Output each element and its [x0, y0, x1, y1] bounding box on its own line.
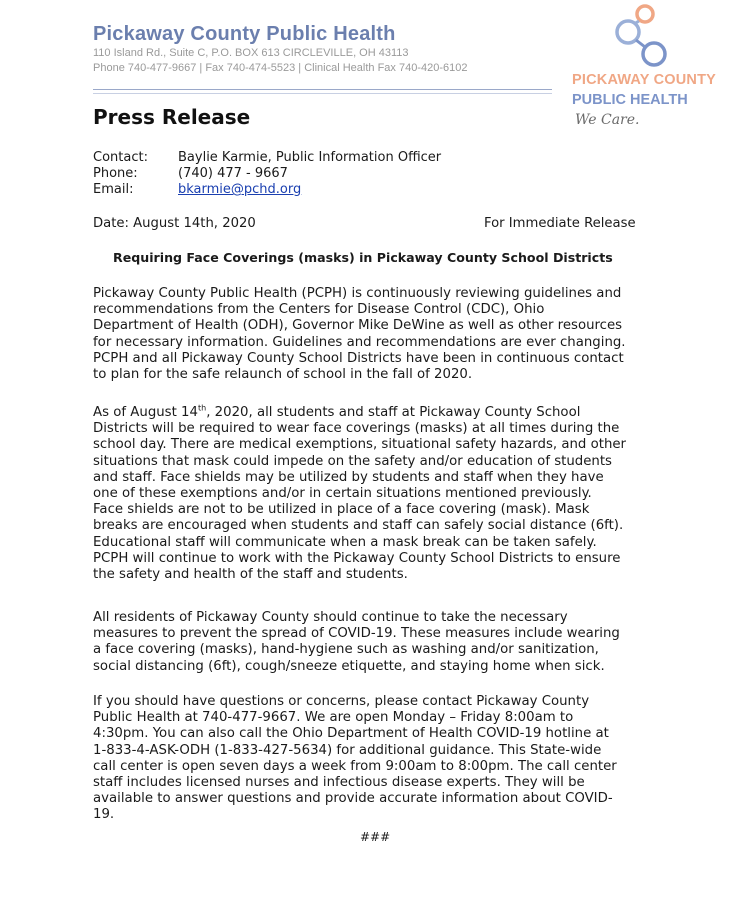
text-line: for necessary information. Guidelines and recommendations are ever changing.	[93, 334, 626, 350]
text-line: a face covering (masks), hand-hygiene such as washing and/or sanitization,	[93, 642, 599, 658]
text-line: Public Health at 740-477-9667. We are open Monday – Friday 8:00am to	[93, 710, 574, 726]
ordinal-suffix: th	[197, 403, 207, 413]
phone-label: Phone:	[93, 166, 138, 181]
press-release-heading: Requiring Face Coverings (masks) in Pickaway County School Districts	[113, 250, 613, 265]
text-line: PCPH and all Pickaway County School Districts have been in continuous contact	[93, 350, 624, 366]
text-line: Educational staff will communicate when a mask break can be taken safely.	[93, 534, 597, 550]
address-line: 110 Island Rd., Suite C, P.O. BOX 613 CIRCLEVILLE, OH 43113	[93, 47, 409, 59]
text-line: breaks are encouraged when students and staff can safely social distance (6ft).	[93, 518, 624, 534]
contact-block	[93, 150, 441, 198]
text-line: one of these exemptions and/or in certain situations mentioned previously.	[93, 486, 592, 502]
logo-tagline: We Care.	[575, 112, 640, 128]
text-line: school day. There are medical exemptions, situational safety hazards, and other	[93, 437, 627, 453]
text-line: Districts will be required to wear face coverings (masks) at all times during the	[93, 421, 620, 437]
text-line: All residents of Pickaway County should continue to take the necessary	[93, 610, 568, 625]
email-label: Email:	[93, 182, 134, 197]
text-fragment: , 2020, all students and staff at Pickaway County School	[206, 405, 581, 420]
document-title: Press Release	[93, 105, 251, 129]
phone-fax-line: Phone 740-477-9667 | Fax 740-474-5523 | Clinical Health Fax 740-420-6102	[93, 62, 468, 74]
text-line: PCPH will continue to work with the Pickaway County School Districts to ensure	[93, 550, 621, 566]
text-line: measures to prevent the spread of COVID-19. These measures include wearing	[93, 626, 620, 642]
text-line: 1-833-4-ASK-ODH (1-833-427-5634) for additional guidance. This State-wide	[93, 742, 602, 758]
text-line	[93, 405, 658, 421]
logo-text-county: PICKAWAY COUNTY	[572, 72, 716, 88]
end-mark: ###	[360, 830, 391, 844]
text-line: 19.	[93, 807, 115, 823]
contact-row	[93, 150, 441, 166]
logo-text-public-health: PUBLIC HEALTH	[572, 92, 688, 108]
email-link[interactable]: bkarmie@pchd.org	[178, 182, 302, 197]
text-line: Face shields are not to be utilized in place of a face covering (mask). Mask	[93, 502, 590, 518]
paragraph-2	[93, 405, 658, 583]
text-line: staff includes licensed nurses and infectious disease experts. They will be	[93, 775, 585, 791]
organization-name: Pickaway County Public Health	[93, 23, 396, 45]
text-line: to plan for the safe relaunch of school in the fall of 2020.	[93, 367, 473, 383]
text-line: call center is open seven days a week from 9:00am to 8:00pm. The call center	[93, 758, 617, 774]
email-row	[93, 182, 441, 198]
text-line: 4:30pm. You can also call the Ohio Department of Health COVID-19 hotline at	[93, 726, 609, 742]
letterhead-divider	[93, 89, 552, 90]
text-line: Pickaway County Public Health (PCPH) is continuously reviewing guidelines and	[93, 286, 622, 301]
paragraph-1	[93, 286, 658, 383]
text-line: recommendations from the Centers for Disease Control (CDC), Ohio	[93, 302, 545, 318]
text-line: available to answer questions and provide accurate information about COVID-	[93, 791, 613, 807]
text-line: If you should have questions or concerns, please contact Pickaway County	[93, 694, 590, 709]
paragraph-3	[93, 610, 658, 675]
text-line: and staff. Face shields may be utilized by students and staff when they have	[93, 469, 604, 485]
contact-value: Baylie Karmie, Public Information Officer	[178, 150, 442, 165]
text-line: the safety and health of the staff and students.	[93, 567, 408, 583]
phone-value: (740) 477 - 9667	[178, 166, 288, 181]
release-note: For Immediate Release	[484, 216, 636, 231]
release-date: Date: August 14th, 2020	[93, 216, 256, 231]
text-line: situations that mask could impede on the safety and/or education of students	[93, 453, 612, 469]
paragraph-4	[93, 694, 658, 824]
text-line: Department of Health (ODH), Governor Mike DeWine as well as other resources	[93, 318, 623, 334]
text-fragment: As of August 14	[93, 405, 198, 420]
text-line: social distancing (6ft), cough/sneeze etiquette, and staying home when sick.	[93, 658, 605, 674]
letterhead-divider-secondary	[93, 93, 552, 94]
contact-label: Contact:	[93, 150, 148, 165]
phone-row	[93, 166, 441, 182]
letterhead-contact	[93, 46, 467, 76]
